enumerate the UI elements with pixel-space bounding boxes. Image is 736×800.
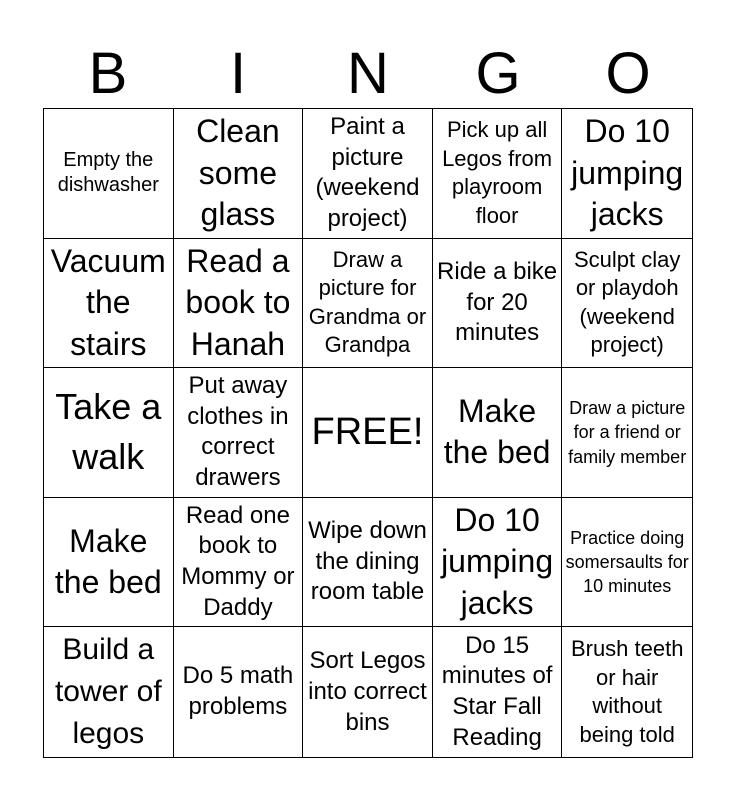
bingo-card [43, 108, 693, 758]
cell-text: Read one book to Mommy or Daddy [181, 501, 295, 621]
bingo-cell[interactable] [44, 239, 174, 369]
cell-text: Practice doing somersaults for 10 minutes [565, 527, 689, 597]
header-letter-g: G [475, 41, 521, 106]
cell-text: Sculpt clay or playdoh (weekend project) [574, 246, 681, 358]
bingo-cell[interactable] [433, 368, 563, 498]
cell-text: Do 10 jumping jacks [441, 501, 554, 621]
bingo-cell[interactable] [303, 239, 433, 369]
bingo-cell[interactable] [44, 109, 174, 239]
cell-text: FREE! [311, 410, 424, 453]
cell-text: Brush teeth or hair without being told [570, 636, 684, 747]
cell-text: Take a walk [55, 386, 162, 478]
cell-text: Do 5 math problems [182, 662, 294, 721]
bingo-header [43, 40, 693, 108]
cell-text: Read a book to Hanah [185, 242, 291, 362]
bingo-cell[interactable] [562, 498, 692, 628]
cell-text: Pick up all Legos from playroom floor [442, 117, 553, 228]
cell-text: Draw a picture for Grandma or Grandpa [308, 246, 427, 358]
cell-text: Make the bed [54, 522, 162, 601]
bingo-cell[interactable] [433, 109, 563, 239]
bingo-cell[interactable] [562, 239, 692, 369]
bingo-cell[interactable] [433, 498, 563, 628]
bingo-cell[interactable] [303, 498, 433, 628]
cell-text: Paint a picture (weekend project) [315, 112, 420, 233]
header-letter-b: B [88, 41, 128, 106]
bingo-cell[interactable] [174, 627, 304, 757]
bingo-cell[interactable] [44, 627, 174, 757]
bingo-cell[interactable] [174, 109, 304, 239]
bingo-cell[interactable] [562, 109, 692, 239]
bingo-cell[interactable] [174, 498, 304, 628]
bingo-cell[interactable] [44, 498, 174, 628]
cell-text: Clean some glass [196, 112, 280, 233]
bingo-cell[interactable] [433, 627, 563, 757]
bingo-cell[interactable] [44, 368, 174, 498]
cell-text: Empty the dishwasher [57, 149, 159, 197]
bingo-cell[interactable] [562, 627, 692, 757]
cell-text: Do 15 minutes of Star Fall Reading [441, 631, 553, 751]
bingo-cell[interactable] [174, 368, 304, 498]
bingo-cell[interactable] [562, 368, 692, 498]
bingo-cell[interactable] [433, 239, 563, 369]
header-letter-n: N [347, 41, 389, 106]
header-letter-o: O [605, 41, 651, 106]
cell-text: Draw a picture for a friend or family member [568, 398, 687, 467]
cell-text: Sort Legos into correct bins [308, 647, 427, 736]
free-cell[interactable] [303, 368, 433, 498]
bingo-cell[interactable] [174, 239, 304, 369]
cell-text: Put away clothes in correct drawers [187, 372, 289, 492]
bingo-cell[interactable] [303, 627, 433, 757]
cell-text: Wipe down the dining room table [308, 517, 427, 606]
cell-text: Vacuum the stairs [50, 242, 166, 362]
cell-text: Build a tower of legos [54, 633, 162, 751]
bingo-cell[interactable] [303, 109, 433, 239]
cell-text: Make the bed [443, 392, 551, 471]
cell-text: Ride a bike for 20 minutes [437, 257, 558, 347]
header-letter-i: I [229, 41, 247, 106]
cell-text: Do 10 jumping jacks [571, 112, 684, 233]
